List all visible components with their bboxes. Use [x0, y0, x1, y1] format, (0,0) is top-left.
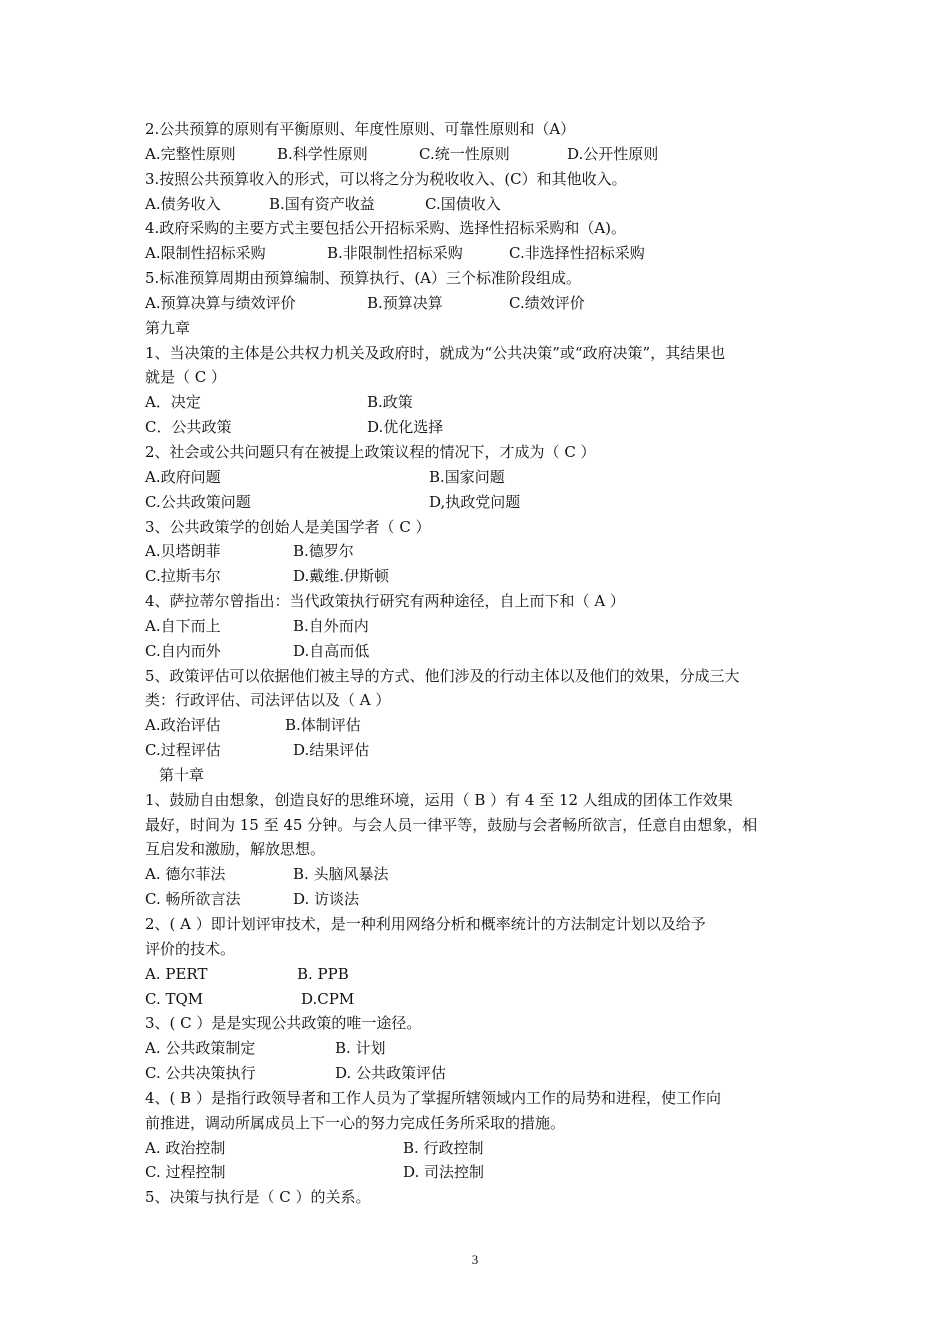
option-text: C.自内而外 [145, 641, 221, 660]
text-line [145, 1160, 815, 1185]
line-text: 3.按照公共预算收入的形式，可以将之分为税收收入、(C）和其他收入。 [145, 169, 627, 188]
option-text: B.预算决算 [367, 293, 443, 312]
option-text: B.科学性原则 [277, 144, 368, 163]
text-line [145, 987, 815, 1012]
text-line [145, 788, 815, 813]
line-text: 最好，时间为 15 至 45 分钟。与会人员一律平等，鼓励与会者畅所欲言，任意自由想象，相 [145, 815, 758, 834]
option-text: A. 政治控制 [145, 1138, 226, 1157]
option-text: B.国有资产收益 [269, 194, 375, 213]
document-body [145, 117, 815, 1210]
option-text: B.非限制性招标采购 [327, 244, 463, 263]
option-text: B.自外而内 [293, 616, 369, 635]
line-text: 就是（ C ） [145, 368, 227, 387]
option-text: A.政治评估 [145, 716, 221, 735]
text-line [145, 813, 815, 838]
line-text: 互启发和激励，解放思想。 [145, 840, 326, 859]
line-text: 第九章 [145, 318, 191, 337]
option-text: C.拉斯韦尔 [145, 567, 221, 586]
text-line [145, 738, 815, 763]
text-line [145, 1086, 815, 1111]
text-line [145, 365, 815, 390]
text-line [145, 142, 815, 167]
text-line [145, 937, 815, 962]
option-text: C.国债收入 [425, 194, 501, 213]
text-line [145, 266, 815, 291]
line-text: 类：行政评估、司法评估以及（ A ） [145, 691, 391, 710]
text-line [145, 241, 815, 266]
text-line [145, 862, 815, 887]
option-text: B. PPB [297, 964, 349, 983]
text-line [145, 192, 815, 217]
text-line [145, 1136, 815, 1161]
text-line [145, 440, 815, 465]
text-line [145, 316, 815, 341]
option-text: C.统一性原则 [419, 144, 510, 163]
line-text: 3、( C ）是是实现公共政策的唯一途径。 [145, 1014, 422, 1033]
option-text: B.德罗尔 [293, 542, 354, 561]
option-text: B.体制评估 [285, 716, 361, 735]
text-line [145, 216, 815, 241]
line-text: 4.政府采购的主要方式主要包括公开招标采购、选择性招标采购和（A)。 [145, 219, 626, 238]
option-text: A.贝塔朗菲 [145, 542, 221, 561]
option-text: C.公共政策问题 [145, 492, 251, 511]
option-text: A. PERT [145, 964, 208, 983]
option-text: A.预算决算与绩效评价 [145, 293, 296, 312]
text-line [145, 763, 815, 788]
option-text: D.结果评估 [293, 741, 370, 760]
text-line [145, 1185, 815, 1210]
text-line [145, 539, 815, 564]
option-text: D.公开性原则 [567, 144, 659, 163]
text-line [145, 614, 815, 639]
option-text: D.优化选择 [367, 418, 444, 437]
option-text: D. 公共政策评估 [335, 1064, 447, 1083]
option-text: C.非选择性招标采购 [509, 244, 645, 263]
option-text: C．公共政策 [145, 418, 232, 437]
option-text: B. 行政控制 [403, 1138, 484, 1157]
option-text: A.完整性原则 [145, 144, 236, 163]
line-text: 4、萨拉蒂尔曾指出：当代政策执行研究有两种途径，自上而下和（ A ） [145, 592, 625, 611]
option-text: B.国家问题 [429, 467, 505, 486]
option-text: D,执政党问题 [429, 492, 521, 511]
text-line [145, 390, 815, 415]
text-line [145, 490, 815, 515]
text-line [145, 589, 815, 614]
text-line [145, 341, 815, 366]
option-text: A.债务收入 [145, 194, 221, 213]
text-line [145, 465, 815, 490]
line-text: 1、当决策的主体是公共权力机关及政府时，就成为“公共决策”或“政府决策”，其结果也 [145, 343, 726, 362]
option-text: C.过程评估 [145, 741, 221, 760]
page-number: 3 [471, 1252, 479, 1267]
text-line [145, 564, 815, 589]
text-line [145, 1036, 815, 1061]
line-text: 1、鼓励自由想象，创造良好的思维环境，运用（ B ）有 4 至 12 人组成的团体工作效果 [145, 790, 733, 809]
option-text: D. 司法控制 [403, 1163, 485, 1182]
option-text: D.CPM [301, 989, 355, 1008]
option-text: C. 公共决策执行 [145, 1064, 256, 1083]
option-text: C. TQM [145, 989, 204, 1008]
line-text: 前推进，调动所属成员上下一心的努力完成任务所采取的措施。 [145, 1113, 566, 1132]
option-text: B.政策 [367, 393, 413, 412]
text-line [145, 1111, 815, 1136]
option-text: C. 畅所欲言法 [145, 890, 241, 909]
line-text: 4、( B ）是指行政领导者和工作人员为了掌握所辖领域内工作的局势和进程，使工作向 [145, 1088, 721, 1107]
option-text: B. 头脑风暴法 [293, 865, 389, 884]
text-line [145, 415, 815, 440]
text-line [145, 887, 815, 912]
option-text: A.政府问题 [145, 467, 221, 486]
text-line [145, 639, 815, 664]
option-text: B. 计划 [335, 1039, 386, 1058]
option-text: D. 访谈法 [293, 890, 360, 909]
text-line [145, 291, 815, 316]
line-text: 2.公共预算的原则有平衡原则、年度性原则、可靠性原则和（A） [145, 120, 576, 138]
option-text: A.自下而上 [145, 616, 221, 635]
option-text: D.自高而低 [293, 641, 370, 660]
option-text: A．决定 [145, 393, 201, 412]
option-text: A. 公共政策制定 [145, 1039, 256, 1058]
line-text: 第十章 [159, 765, 205, 784]
text-line [145, 515, 815, 540]
option-text: D.戴维.伊斯顿 [293, 567, 390, 586]
line-text: 评价的技术。 [145, 939, 236, 958]
text-line [145, 912, 815, 937]
line-text: 2、社会或公共问题只有在被提上政策议程的情况下，才成为（ C ） [145, 442, 596, 461]
line-text: 5、政策评估可以依据他们被主导的方式、他们涉及的行动主体以及他们的效果，分成三大 [145, 666, 740, 685]
text-line [145, 713, 815, 738]
option-text: C. 过程控制 [145, 1163, 226, 1182]
line-text: 5、决策与执行是（ C ）的关系。 [145, 1188, 371, 1207]
text-line [145, 1011, 815, 1036]
text-line [145, 837, 815, 862]
option-text: A.限制性招标采购 [145, 244, 266, 263]
text-line [145, 117, 815, 142]
text-line [145, 664, 815, 689]
text-line [145, 167, 815, 192]
line-text: 2、( A ）即计划评审技术，是一种利用网络分析和概率统计的方法制定计划以及给予 [145, 915, 706, 933]
option-text: A. 德尔菲法 [145, 865, 226, 884]
line-text: 5.标准预算周期由预算编制、预算执行、(A）三个标准阶段组成。 [145, 269, 581, 288]
option-text: C.绩效评价 [509, 293, 585, 312]
line-text: 3、公共政策学的创始人是美国学者（ C ） [145, 517, 431, 536]
text-line [145, 962, 815, 987]
text-line [145, 688, 815, 713]
text-line [145, 1061, 815, 1086]
